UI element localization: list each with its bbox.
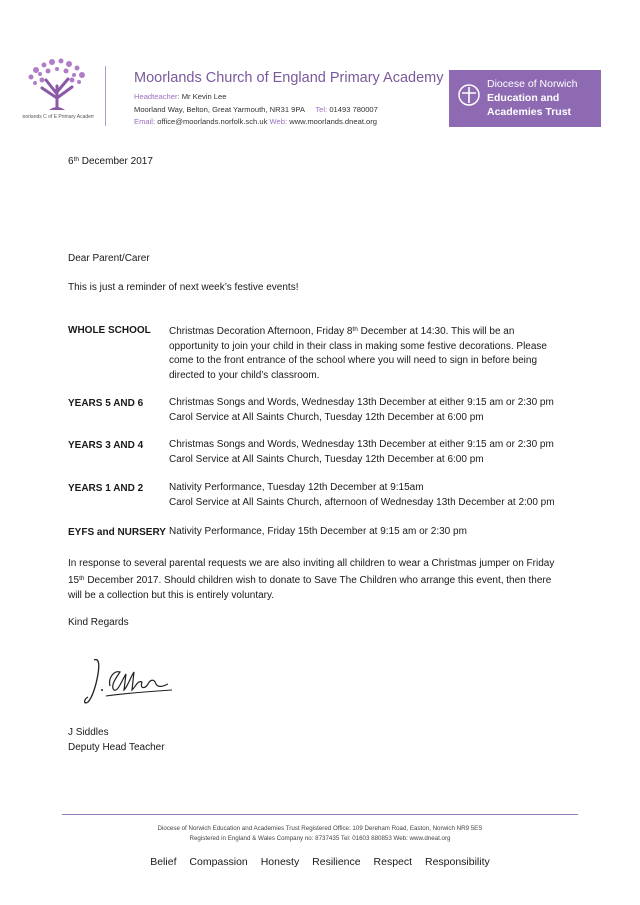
event-group-label: YEARS 5 AND 6	[68, 398, 144, 409]
value-item: Responsibility	[424, 856, 490, 868]
event-group-label: YEARS 3 AND 4	[68, 440, 144, 451]
diocese-logo-box	[449, 70, 601, 127]
contact-line	[134, 117, 377, 126]
signer-name: J Siddles	[68, 727, 109, 738]
school-tel: 01493 780007	[329, 105, 378, 114]
web-label: Web:	[269, 117, 288, 126]
intro-line: This is just a reminder of next week’s festive events!	[68, 282, 299, 293]
event-group-label: WHOLE SCHOOL	[68, 325, 151, 336]
closing: Kind Regards	[68, 617, 129, 628]
diocese-name-line1: Diocese of Norwich	[487, 78, 578, 90]
greeting: Dear Parent/Carer	[68, 253, 150, 264]
email-label: Email:	[134, 117, 156, 126]
school-values	[0, 856, 640, 868]
school-web[interactable]: www.moorlands.dneat.org	[289, 117, 378, 126]
school-name: Moorlands Church of England Primary Academy	[134, 70, 444, 86]
footer-registration-line2: Registered in England & Wales Company no: 8737435 Tel: 01603 880853 Web: www.dneat.org	[189, 835, 451, 842]
event-details: Christmas Songs and Words, Wednesday 13th December at either 9:15 am or 2:30 pm Carol Service at All Saints Church, Tuesday 12th December at 6:00 pm	[169, 439, 554, 465]
value-item: Resilience	[312, 856, 361, 868]
school-address: Moorland Way, Belton, Great Yarmouth, NR31 9PA	[134, 105, 305, 114]
value-item: Respect	[373, 856, 413, 868]
svg-text:Moorlands C of E Primary Acade: Moorlands C of E Primary Academy	[22, 114, 94, 120]
address-line	[134, 105, 378, 114]
jumper-paragraph: In response to several parental requests we are also inviting all children to wear a Christmas jumper on Friday 15th December 2017. Should children wish to donate to Save The Children who arrange this event, then there will be a collection but this is entirely voluntary.	[68, 558, 555, 601]
event-group-label: EYFS and NURSERY	[68, 527, 166, 538]
headteacher-line	[134, 92, 226, 101]
event-details: Nativity Performance, Tuesday 12th December at 9:15am Carol Service at All Saints Church, afternoon of Wednesday 13th December at 2:00 pm	[169, 482, 555, 508]
footer-registration-line1: Diocese of Norwich Education and Academies Trust Registered Office: 109 Dereham Road, Easton, Norwich NR9 5ES	[157, 825, 483, 832]
value-item: Belief	[150, 856, 177, 868]
value-item: Compassion	[189, 856, 248, 868]
diocese-cross-icon	[457, 83, 481, 107]
event-details: Nativity Performance, Friday 15th December at 9:15 am or 2:30 pm	[169, 526, 467, 537]
school-email[interactable]: office@moorlands.norfolk.sch.uk	[157, 117, 268, 126]
value-item: Honesty	[260, 856, 300, 868]
handwritten-signature	[80, 650, 180, 710]
diocese-name-line2: Education and	[487, 92, 560, 104]
letter-date: 6th December 2017	[68, 156, 153, 167]
event-group-label: YEARS 1 AND 2	[68, 483, 144, 494]
signer-title: Deputy Head Teacher	[68, 742, 165, 753]
footer-divider	[62, 814, 578, 815]
tel-label: Tel:	[315, 105, 328, 114]
school-tree-logo	[22, 56, 94, 128]
headteacher-label: Headteacher:	[134, 92, 180, 101]
headteacher-name: Mr Kevin Lee	[181, 92, 227, 101]
event-details: Christmas Decoration Afternoon, Friday 8th December at 14:30. This will be an opportunity to join your child in their class in making some festive decorations. Please come to the front entrance of the school where you will need to sign in before being directed to your child’s classroom.	[169, 326, 547, 381]
header-divider	[105, 66, 106, 126]
diocese-name-line3: Academies Trust	[487, 106, 572, 118]
event-details: Christmas Songs and Words, Wednesday 13th December at either 9:15 am or 2:30 pm Carol Service at All Saints Church, Tuesday 12th December at 6:00 pm	[169, 397, 554, 423]
